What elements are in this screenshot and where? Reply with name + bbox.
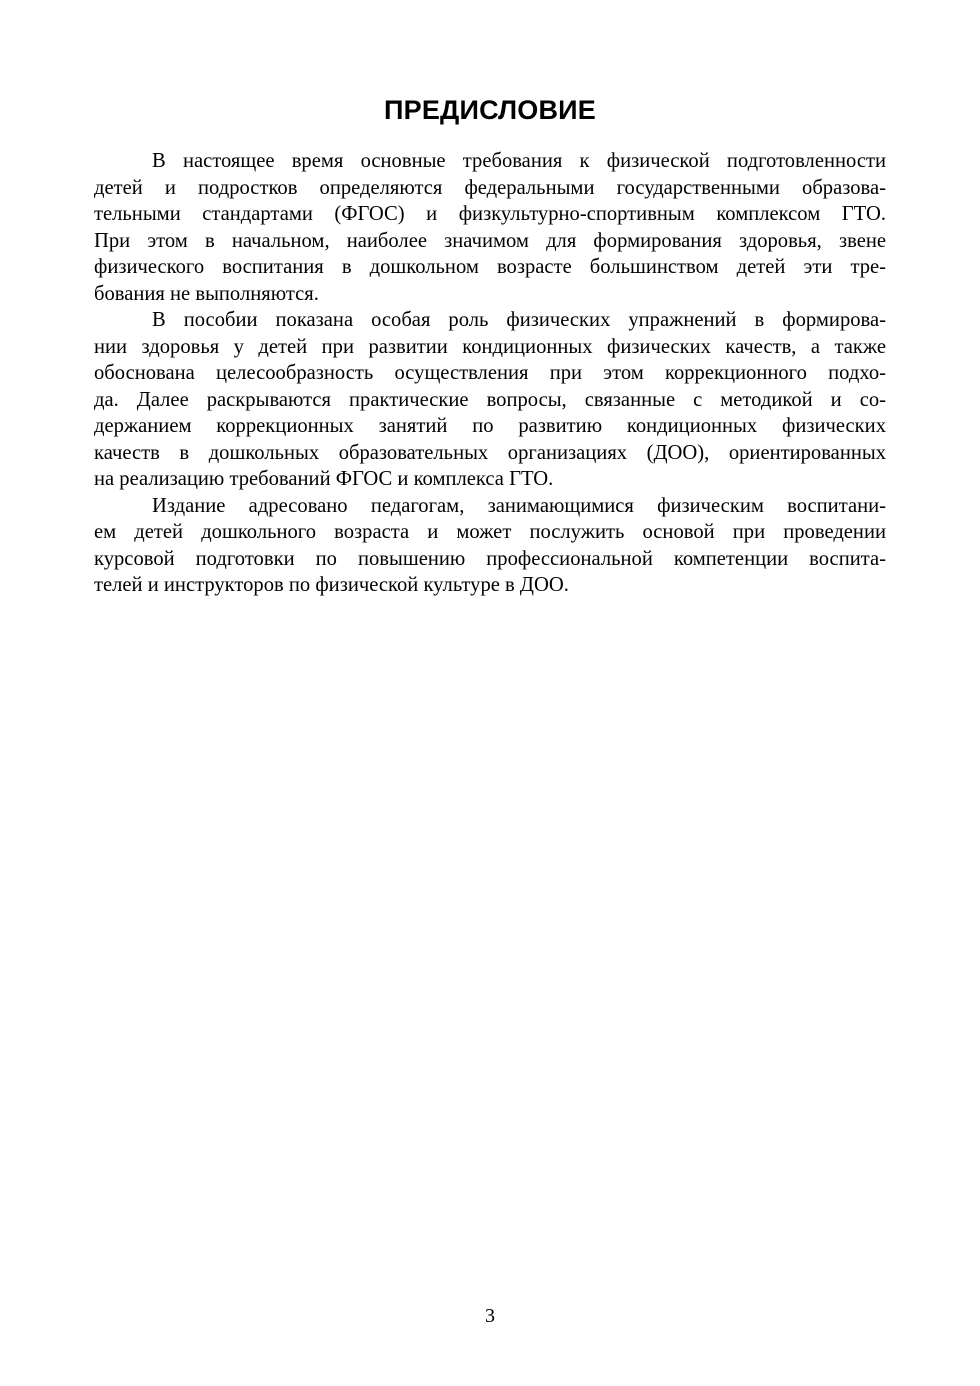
- page-number: 3: [485, 1305, 495, 1327]
- text-line: При этом в начальном, наиболее значимом для формирования здоровья, звене: [94, 229, 886, 252]
- text-line: Издание адресовано педагогам, занимающимися физическим воспитани-: [152, 494, 886, 517]
- paragraph-2: [94, 307, 886, 493]
- text-line: В пособии показана особая роль физических упражнений в формирова-: [152, 309, 886, 331]
- text-line: ем детей дошкольного возраста и может послужить основой при проведении: [94, 521, 886, 543]
- text-line: нии здоровья у детей при развитии кондиционных физических качеств, а также: [94, 335, 886, 358]
- text-line: на реализацию требований ФГОС и комплекса ГТО.: [94, 468, 554, 490]
- text-line: держанием коррекционных занятий по развитию кондиционных физических: [94, 415, 886, 437]
- text-line: физического воспитания в дошкольном возрасте большинством детей эти тре-: [94, 256, 886, 278]
- text-line: телей и инструкторов по физической культуре в ДОО.: [94, 574, 569, 596]
- text-line: да. Далее раскрываются практические вопросы, связанные с методикой и со-: [94, 388, 886, 411]
- text-line: тельными стандартами (ФГОС) и физкультурно-спортивным комплексом ГТО.: [94, 203, 886, 225]
- preface-body: [94, 148, 886, 599]
- text-line: В настоящее время основные требования к физической подготовленности: [152, 150, 886, 172]
- text-line: курсовой подготовки по повышению профессиональной компетенции воспита-: [94, 547, 886, 570]
- text-line: качеств в дошкольных образовательных организациях (ДОО), ориентированных: [94, 441, 886, 464]
- text-line: детей и подростков определяются федеральными государственными образова-: [94, 176, 886, 199]
- page-title: ПРЕДИСЛОВИЕ: [384, 95, 596, 125]
- text-line: обоснована целесообразность осуществления при этом коррекционного подхо-: [94, 362, 886, 384]
- text-line: бования не выполняются.: [94, 282, 319, 305]
- paragraph-3: [94, 493, 886, 599]
- paragraph-1: [94, 148, 886, 307]
